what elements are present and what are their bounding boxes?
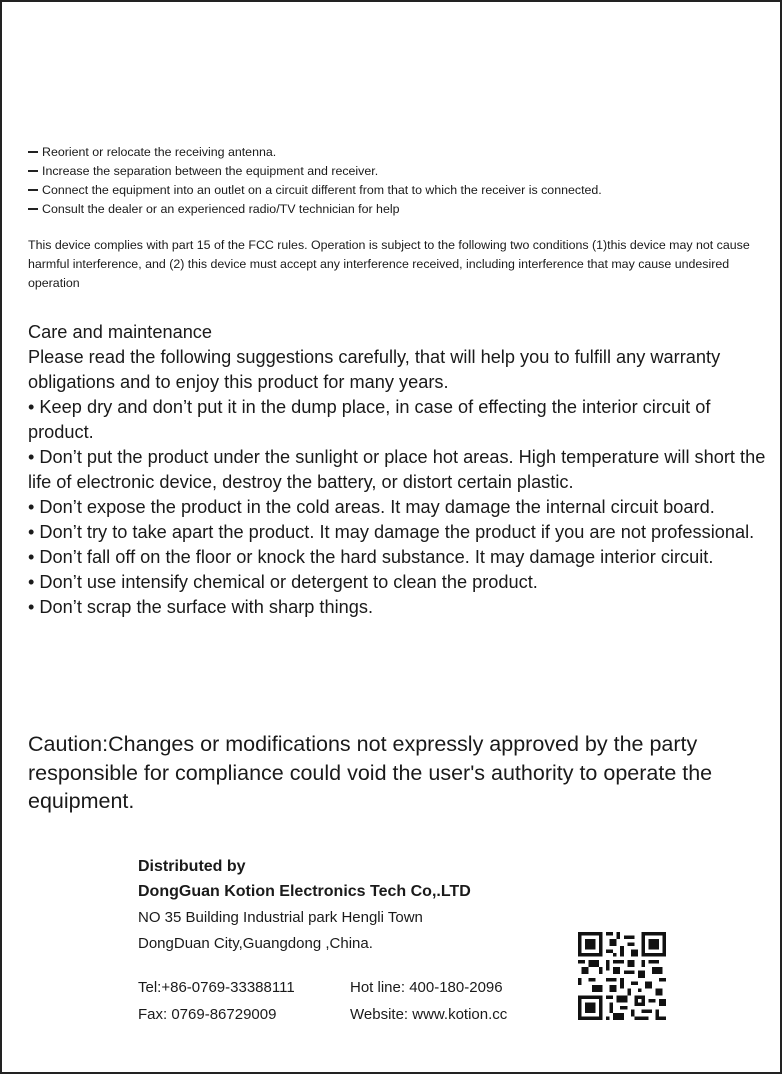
care-bullet: • Don’t put the product under the sunlight or place hot areas. High temperature will short the life of electronic device, destroy the battery, or distort certain plastic. bbox=[28, 447, 766, 492]
address-line-1: NO 35 Building Industrial park Hengli Town bbox=[138, 909, 423, 926]
fcc-statement: This device complies with part 15 of the FCC rules. Operation is subject to the following two conditions (1)this device may not cause harmful interference, and (2) this device must accept any interference received, including interference that may cause undesired operation bbox=[28, 238, 750, 290]
distributor-company: DongGuan Kotion Electronics Tech Co,.LTD bbox=[138, 883, 471, 900]
hotline-number: Hot line: 400-180-2096 bbox=[350, 979, 503, 996]
dash-icon bbox=[28, 189, 38, 191]
contacts-block bbox=[138, 974, 568, 1028]
care-bullet: • Don’t expose the product in the cold areas. It may damage the internal circuit board. bbox=[28, 497, 715, 517]
care-bullet: • Keep dry and don’t put it in the dump place, in case of effecting the interior circuit of product. bbox=[28, 397, 711, 442]
qr-code-icon bbox=[577, 932, 667, 1020]
list-item: Connect the equipment into an outlet on a circuit different from that to which the receiver is connected. bbox=[28, 181, 768, 200]
tel-number: Tel:+86-0769-33388111 bbox=[138, 979, 295, 996]
caution-statement: Caution:Changes or modifications not expressly approved by the party responsible for compliance could void the user's authority to operate the equipment. bbox=[28, 732, 713, 813]
dash-icon bbox=[28, 170, 38, 172]
distributor-label: Distributed by bbox=[138, 858, 246, 875]
contact-row bbox=[138, 1001, 568, 1028]
website-address: Website: www.kotion.cc bbox=[350, 1006, 508, 1023]
fcc-measures-list bbox=[28, 143, 768, 219]
dash-icon bbox=[28, 151, 38, 153]
contact-row bbox=[138, 974, 568, 1001]
list-item: Consult the dealer or an experienced radio/TV technician for help bbox=[28, 200, 768, 219]
fax-number: Fax: 0769-86729009 bbox=[138, 1006, 277, 1023]
care-bullet: • Don’t fall off on the floor or knock the hard substance. It may damage interior circuit. bbox=[28, 547, 714, 567]
list-item: Reorient or relocate the receiving antenna. bbox=[28, 143, 768, 162]
list-item: Increase the separation between the equipment and receiver. bbox=[28, 162, 768, 181]
care-bullet: • Don’t use intensify chemical or detergent to clean the product. bbox=[28, 572, 538, 592]
care-bullet: • Don’t scrap the surface with sharp things. bbox=[28, 597, 374, 617]
address-line-2: DongDuan City,Guangdong ,China. bbox=[138, 935, 373, 952]
care-section bbox=[28, 320, 768, 620]
care-bullet: • Don’t try to take apart the product. It may damage the product if you are not professional. bbox=[28, 522, 755, 542]
distributor-block bbox=[138, 854, 568, 956]
care-title: Care and maintenance bbox=[28, 322, 213, 342]
dash-icon bbox=[28, 208, 38, 210]
care-intro: Please read the following suggestions carefully, that will help you to fulfill any warranty obligations and to enjoy this product for many years. bbox=[28, 347, 721, 392]
